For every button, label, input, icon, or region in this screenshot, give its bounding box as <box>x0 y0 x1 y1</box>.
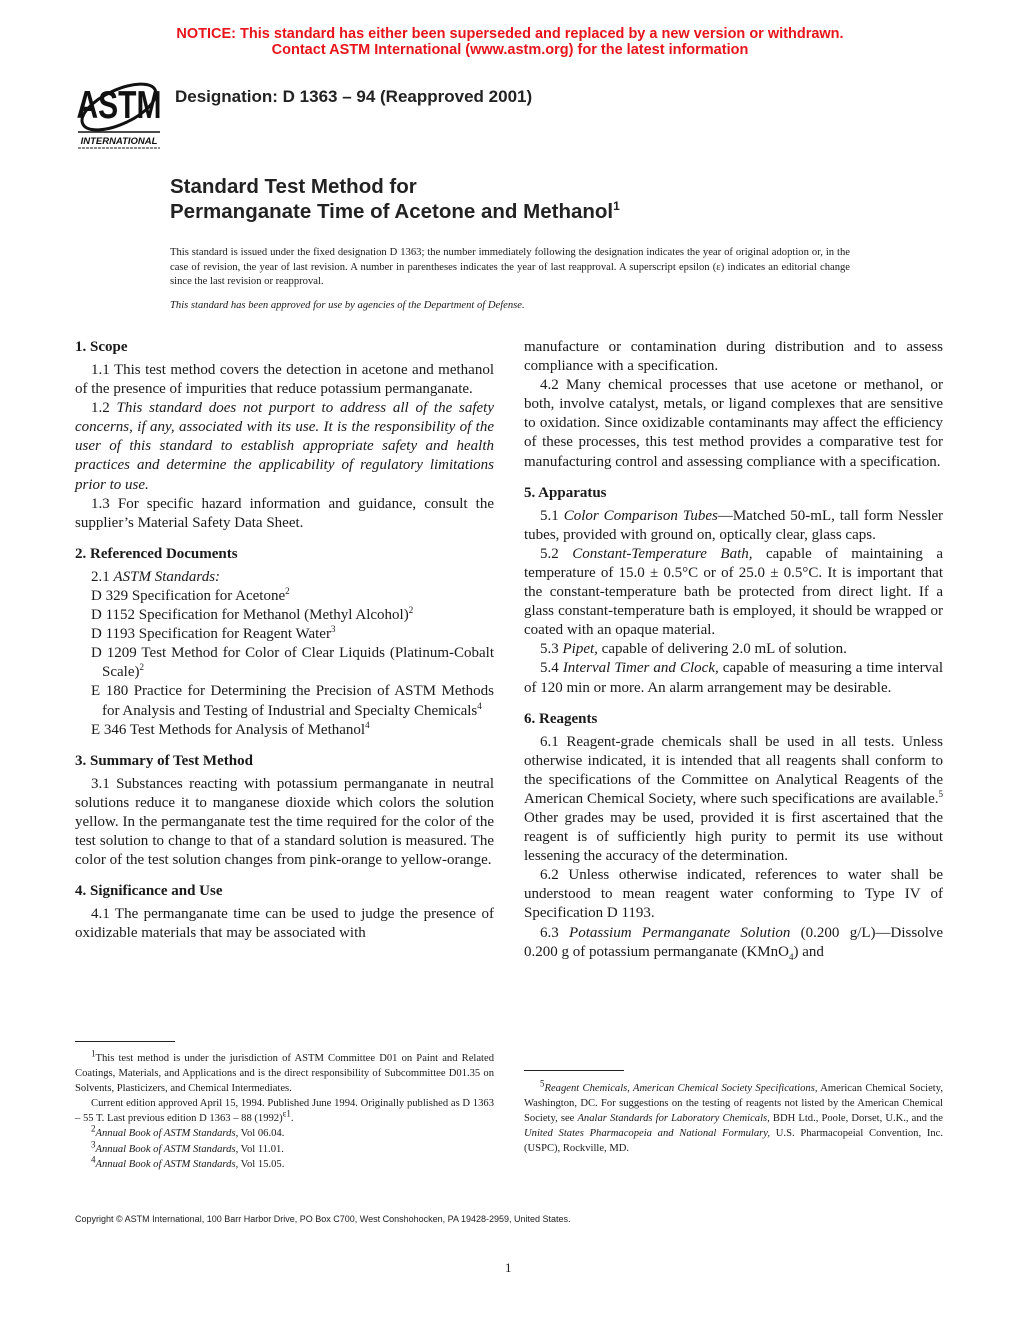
intro-note: This standard is issued under the fixed designation D 1363; the number immediately following the designation indicates the year of original adoption or, in the case of revision, the year of last revision. A number in parentheses indicates the year of last reapproval. A superscript epsilon (ε) indicates an editorial change since the last revision or reapproval. <box>170 247 850 287</box>
text-segment: 6.1 Reagent-grade chemicals shall be used in all tests. Unless otherwise indicated, it is intended that all reagents shall conform to the specifications of the Committee on Analytical Reagents of the American Chemical Society, where such specifications are available. <box>524 733 943 807</box>
paragraph <box>524 640 943 659</box>
text-segment: 4.2 Many chemical processes that use acetone or methanol, or both, involve catalyst, metals, or ligand complexes that are sensitive to oxidation. Since oxidizable contaminants may affect the efficiency of these processes, this test method provides a comparative test for manufacturing control and assessing compliance with a specification. <box>524 377 943 470</box>
section-heading <box>75 882 494 901</box>
text-segment: . <box>290 1113 294 1125</box>
text-segment: Annual Book of ASTM Standards <box>95 1143 236 1155</box>
subscript: 4 <box>788 951 794 962</box>
dod-approval-note: This standard has been approved for use by agencies of the Department of Defense. <box>170 300 525 311</box>
superscript: 5 <box>540 1078 545 1089</box>
right-column <box>524 338 943 962</box>
text-segment: 5.4 <box>540 660 563 677</box>
superscript: 5 <box>938 788 943 799</box>
text-segment: capable of measuring a time interval of 120 min or more. An alarm arrangement may be desirable. <box>524 660 943 696</box>
paragraph <box>524 545 943 640</box>
footnote <box>75 1048 494 1096</box>
superscript: 4 <box>91 1154 96 1165</box>
paragraph <box>524 507 943 545</box>
text-segment: 2. Referenced Documents <box>75 545 238 562</box>
text-segment: 2.1 <box>91 568 114 585</box>
superscript: 2 <box>91 1123 96 1134</box>
text-segment: D 1209 Test Method for Color of Clear Liquids (Platinum-Cobalt Scale) <box>91 645 494 681</box>
superscript: 2 <box>408 605 414 616</box>
text-segment: 4.1 The permanganate time can be used to judge the presence of oxidizable materials that may be associated with <box>75 906 494 942</box>
section-heading <box>75 338 494 357</box>
text-segment: 4. Significance and Use <box>75 883 223 900</box>
paragraph <box>524 733 943 867</box>
designation: Designation: D 1363 – 94 (Reapproved 2001) <box>175 87 533 106</box>
referenced-document <box>75 721 494 740</box>
text-segment: 5. Apparatus <box>524 484 607 501</box>
text-segment: Annual Book of ASTM Standards <box>95 1158 236 1170</box>
notice-line-1: NOTICE: This standard has either been superseded and replaced by a new version or withdrawn. <box>176 26 844 42</box>
text-segment: BDH Ltd., Poole, Dorset, U.K., and the <box>769 1113 943 1125</box>
footnote-rule-right <box>524 1070 624 1071</box>
superscript: 2 <box>139 662 144 673</box>
text-segment: manufacture or contamination during distribution and to assess compliance with a specification. <box>524 339 943 375</box>
page-number: 1 <box>505 1260 512 1275</box>
referenced-document <box>75 606 494 625</box>
footnotes-right <box>524 1078 943 1156</box>
footnote <box>75 1096 494 1126</box>
superscript: 3 <box>91 1139 96 1150</box>
text-segment: E 180 Practice for Determining the Precision of ASTM Methods for Analysis and Testing of Industrial and Specialty Chemicals <box>91 683 494 719</box>
footnote <box>75 1154 494 1172</box>
title-line-1: Standard Test Method for <box>170 175 417 198</box>
text-segment: E 346 Test Methods for Analysis of Methanol <box>91 721 366 738</box>
copyright: Copyright © ASTM International, 100 Barr Harbor Drive, PO Box C700, West Conshohocken, PA 19428-2959, United States. <box>75 1214 571 1224</box>
text-segment: (0.200 g/L)—Dissolve 0.200 g of potassium permanganate (KMnO <box>524 924 944 960</box>
referenced-document <box>75 682 494 720</box>
left-column <box>75 338 494 943</box>
paragraph <box>75 399 494 494</box>
text-segment: 6. Reagents <box>524 710 598 727</box>
text-segment: 1. Scope <box>75 339 128 355</box>
astm-logo <box>76 74 162 150</box>
paragraph <box>524 376 943 471</box>
footnote <box>75 1123 494 1141</box>
text-segment: D 329 Specification for Acetone <box>91 587 286 604</box>
referenced-document <box>75 644 494 682</box>
section-heading <box>524 710 943 729</box>
text-segment: Analar Standards for Laboratory Chemicals, <box>577 1113 770 1125</box>
paragraph <box>75 775 494 870</box>
text-segment: Other grades may be used, provided it is first ascertained that the reagent is of sufficiently high purity to permit its use without lessening the accuracy of the determination. <box>524 809 943 865</box>
text-segment: Color Comparison Tubes <box>563 507 718 524</box>
footnote-rule-left <box>75 1041 175 1042</box>
text-segment: 6.2 Unless otherwise indicated, references to water shall be understood to mean reagent water conforming to Type IV of Specification D 1193. <box>524 867 943 922</box>
text-segment: Constant-Temperature Bath, <box>572 545 753 562</box>
referenced-document <box>75 625 494 644</box>
text-segment: 5.3 <box>540 641 563 658</box>
text-segment: Pipet, <box>562 641 598 658</box>
paragraph <box>75 495 494 533</box>
text-segment: U.S. Pharmacopeial Convention, Inc. (USPC), Rockville, MD. <box>524 1128 943 1155</box>
text-segment: 5.2 <box>540 545 573 562</box>
text-segment: Potassium Permanganate Solution <box>569 924 791 941</box>
paragraph <box>75 361 494 399</box>
superscript: 4 <box>477 700 482 711</box>
title-footnote-ref: 1 <box>613 199 620 214</box>
paragraph <box>524 338 943 376</box>
text-segment: Current edition approved April 15, 1994. Published June 1994. Originally published as D 1363 – 55 T. Last previous edition D 1363 – 88 (1992) <box>75 1098 494 1125</box>
svg-text:INTERNATIONAL: INTERNATIONAL <box>80 136 158 147</box>
text-segment: This test method is under the jurisdiction of ASTM Committee D01 on Paint and Related Coatings, Materials, and Applications and is the direct responsibility of Subcommittee D01.35 on Solvents, Plasticizers, and Chemical Intermediates. <box>75 1053 494 1095</box>
notice-line-2: Contact ASTM International (www.astm.org) for the latest information <box>271 42 749 58</box>
text-segment: United States Pharmacopeia and National Formulary, <box>524 1128 771 1140</box>
text-segment: Interval Timer and Clock, <box>562 660 719 677</box>
paragraph <box>75 905 494 943</box>
document-title <box>170 174 620 224</box>
text-segment: Reagent Chemicals, American Chemical Society Specifications, <box>544 1083 818 1094</box>
paragraph <box>524 924 943 962</box>
text-segment: capable of maintaining a temperature of 15.0 ± 0.5°C or of 25.0 ± 0.5°C. It is important that the constant-temperature bath be protected from direct light. If a glass constant-temperature bath is employed, it should be wrapped or coated with an opaque material. <box>524 545 944 639</box>
section-heading <box>524 484 943 503</box>
text-segment: 3. Summary of Test Method <box>75 752 253 769</box>
withdrawal-notice <box>0 26 1020 58</box>
text-segment: This standard does not purport to address all of the safety concerns, if any, associated with its use. It is the responsibility of the user of this standard to establish appropriate safety and health practices and determine the applicability of regulatory limitations prior to use. <box>75 400 495 493</box>
text-segment: , Vol 06.04. <box>235 1128 285 1140</box>
paragraph <box>524 659 943 697</box>
superscript: 3 <box>330 624 336 635</box>
text-segment: 6.3 <box>540 924 570 941</box>
title-line-2: Permanganate Time of Acetone and Methanol <box>170 200 614 223</box>
text-segment: 5.1 <box>540 507 564 524</box>
text-segment: D 1193 Specification for Reagent Water <box>91 626 331 643</box>
text-segment: 1.1 This test method covers the detection in acetone and methanol of the presence of impurities that reduce potassium permanganate. <box>75 362 494 398</box>
text-segment: , Vol 11.01. <box>235 1143 284 1155</box>
svg-text:ASTM: ASTM <box>76 84 162 128</box>
superscript: 4 <box>365 719 370 730</box>
paragraph <box>75 568 494 587</box>
section-heading <box>75 545 494 564</box>
section-heading <box>75 752 494 771</box>
text-segment: ) and <box>793 943 824 960</box>
superscript: 1 <box>91 1048 96 1059</box>
footnotes-left <box>75 1048 494 1172</box>
text-segment: American Chemical Society, Washington, DC. For suggestions on the testing of reagents not listed by the American Chemical Society, see <box>524 1083 943 1125</box>
superscript: 2 <box>285 585 290 596</box>
referenced-document <box>75 587 494 606</box>
text-segment: ASTM Standards: <box>113 568 221 585</box>
superscript: ε1 <box>282 1108 291 1119</box>
footnote <box>75 1139 494 1157</box>
text-segment: 3.1 Substances reacting with potassium permanganate in neutral solutions reduce it to manganese dioxide which colors the solution yellow. In the permanganate test the time required for the color of the test solution to change to that of a standard solution is measured. The color of the test solution changes from pink-orange to yellow-orange. <box>75 775 494 869</box>
text-segment: capable of delivering 2.0 mL of solution. <box>597 641 847 658</box>
text-segment: 1.2 <box>91 400 117 417</box>
footnote <box>524 1078 943 1156</box>
paragraph <box>524 866 943 923</box>
text-segment: , Vol 15.05. <box>235 1158 285 1170</box>
text-segment: —Matched 50-mL, tall form Nessler tubes, provided with ground on, optically clear, glass caps. <box>524 507 944 543</box>
text-segment: D 1152 Specification for Methanol (Methyl Alcohol) <box>91 607 409 624</box>
text-segment: 1.3 For specific hazard information and guidance, consult the supplier’s Material Safety Data Sheet. <box>75 495 494 531</box>
text-segment: Annual Book of ASTM Standards <box>95 1128 236 1140</box>
